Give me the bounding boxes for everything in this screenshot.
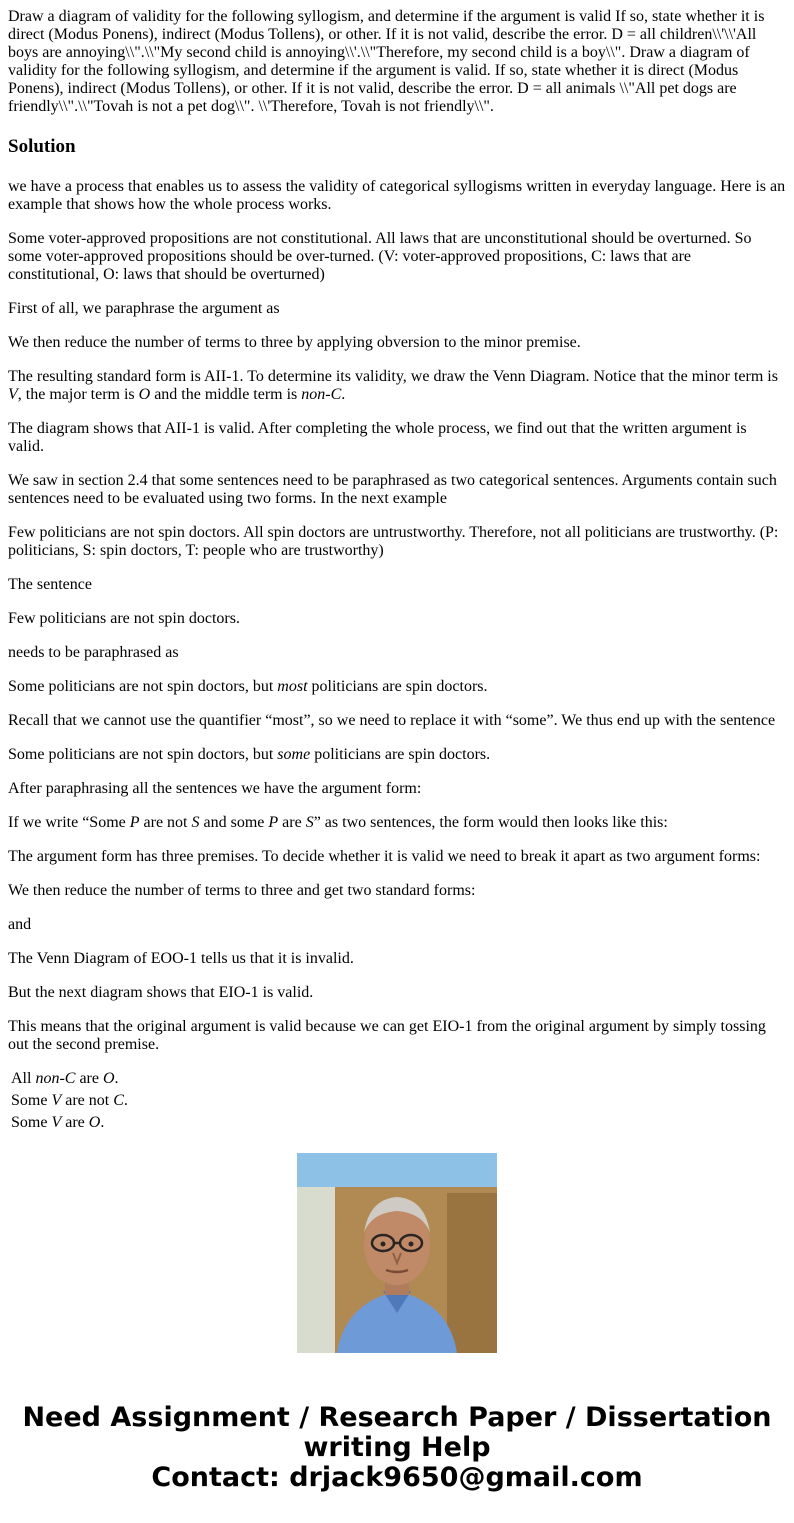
term-variable: V (8, 386, 18, 403)
term-variable: V (51, 1092, 62, 1109)
text-span: All (11, 1070, 36, 1087)
argument-form-box (11, 1068, 411, 1131)
text-span: Some (11, 1092, 52, 1109)
term-variable: non-C (301, 386, 342, 403)
text-span: . (123, 1092, 128, 1109)
text-span: Some politicians are not spin doctors, but (8, 678, 278, 695)
paragraph: The Venn Diagram of EOO-1 tells us that it is invalid. (8, 950, 354, 967)
term-variable: V (51, 1114, 62, 1131)
term-variable: S (191, 814, 200, 831)
paragraph: needs to be paraphrased as (8, 644, 179, 661)
text-span: Some (11, 1114, 52, 1131)
text-span: The resulting standard form is AII-1. To determine its validity, we draw the Venn Diagram. Notice that the minor term is (8, 368, 778, 385)
text-span: . (341, 386, 346, 403)
footer-banner (0, 1403, 794, 1493)
form-line (11, 1068, 411, 1090)
form-line (11, 1090, 411, 1112)
term-variable: P (268, 814, 279, 831)
paragraph: After paraphrasing all the sentences we have the argument form: (8, 780, 422, 797)
paragraph: The sentence (8, 576, 92, 593)
paragraph (8, 678, 786, 696)
text-span: Some politicians are not spin doctors, but (8, 746, 278, 763)
paragraph: The argument form has three premises. To decide whether it is valid we need to break it apart as two argument forms: (8, 848, 761, 865)
text-span: , the major term is (17, 386, 139, 403)
paragraph: and (8, 916, 32, 933)
text-span: politicians are spin doctors. (310, 746, 491, 763)
text-span: If we write “Some (8, 814, 130, 831)
paragraph: we have a process that enables us to assess the validity of categorical syllogisms written in everyday language. Here is an example that shows how the whole process works. (8, 178, 786, 213)
text-span: ” as two sentences, the form would then looks like this: (313, 814, 668, 831)
term-variable: non-C (35, 1070, 76, 1087)
paragraph: We saw in section 2.4 that some sentences need to be paraphrased as two categorical sentences. Arguments contain such sentences need to be evaluated using two forms. In the next example (8, 472, 777, 507)
footer-line: writing Help (303, 1432, 491, 1463)
form-line (11, 1112, 411, 1134)
article (8, 8, 786, 1070)
footer-line: Need Assignment / Research Paper / Dissertation (22, 1402, 772, 1433)
term-variable: O (138, 386, 151, 403)
emphasis: most (277, 678, 308, 695)
term-variable: O (102, 1070, 115, 1087)
paragraph: The diagram shows that AII-1 is valid. After completing the whole process, we find out that the written argument is valid. (8, 420, 747, 455)
emphasis: some (277, 746, 311, 763)
text-span: and some (199, 814, 269, 831)
paragraph: But the next diagram shows that EIO-1 is valid. (8, 984, 314, 1001)
text-span: . (114, 1070, 119, 1087)
question-text: Draw a diagram of validity for the following syllogism, and determine if the argument is valid If so, state whether it is direct (Modus Ponens), indirect (Modus Tollens), or other. If it is not valid, describe the error. D = all children\\'\\'All boys are annoying\\".\\"My second child is annoying\\'.\\"Therefore, my second child is a boy\\". Draw a diagram of validity for the following syllogism, and determine if the argument is valid. If so, state whether it is direct (Modus Ponens), indirect (Modus Tollens), or other. If it is not valid, describe the error. D = all animals \\"All pet dogs are friendly\\".\\"Tovah is not a pet dog\\". \\'Therefore, Tovah is not friendly\\". (8, 8, 765, 115)
paragraph: Recall that we cannot use the quantifier “most”, so we need to replace it with “some”. We thus end up with the sentence (8, 712, 776, 729)
term-variable: C (113, 1092, 124, 1109)
text-span: are (75, 1070, 103, 1087)
paragraph: Few politicians are not spin doctors. All spin doctors are untrustworthy. Therefore, not all politicians are trustworthy. (P: politicians, S: spin doctors, T: people who are trustworthy) (8, 524, 779, 559)
text-span: and the middle term is (150, 386, 302, 403)
text-span: are not (139, 814, 192, 831)
term-variable: O (88, 1114, 101, 1131)
paragraph (8, 814, 786, 832)
text-span: politicians are spin doctors. (307, 678, 488, 695)
paragraph: This means that the original argument is valid because we can get EIO-1 from the original argument by simply tossing out the second premise. (8, 1018, 766, 1053)
paragraph (8, 746, 786, 764)
term-variable: S (305, 814, 314, 831)
text-span: are not (61, 1092, 114, 1109)
paragraph: First of all, we paraphrase the argument as (8, 300, 280, 317)
solution-heading: Solution (8, 136, 76, 157)
footer-contact: Contact: drjack9650@gmail.com (151, 1462, 643, 1493)
term-variable: P (129, 814, 140, 831)
text-span: are (278, 814, 306, 831)
text-span: . (100, 1114, 105, 1131)
text-span: are (61, 1114, 89, 1131)
paragraph: We then reduce the number of terms to three by applying obversion to the minor premise. (8, 334, 581, 351)
paragraph: We then reduce the number of terms to three and get two standard forms: (8, 882, 476, 899)
person-portrait-icon (297, 1153, 497, 1353)
paragraph: Few politicians are not spin doctors. (8, 610, 240, 627)
author-photo (297, 1153, 497, 1353)
paragraph: Some voter-approved propositions are not constitutional. All laws that are unconstitutional should be overturned. So some voter-approved propositions should be over-turned. (V: voter-approved propositions, C: laws that are constitutional, O: laws that should be overturned) (8, 230, 752, 283)
paragraph (8, 368, 786, 404)
